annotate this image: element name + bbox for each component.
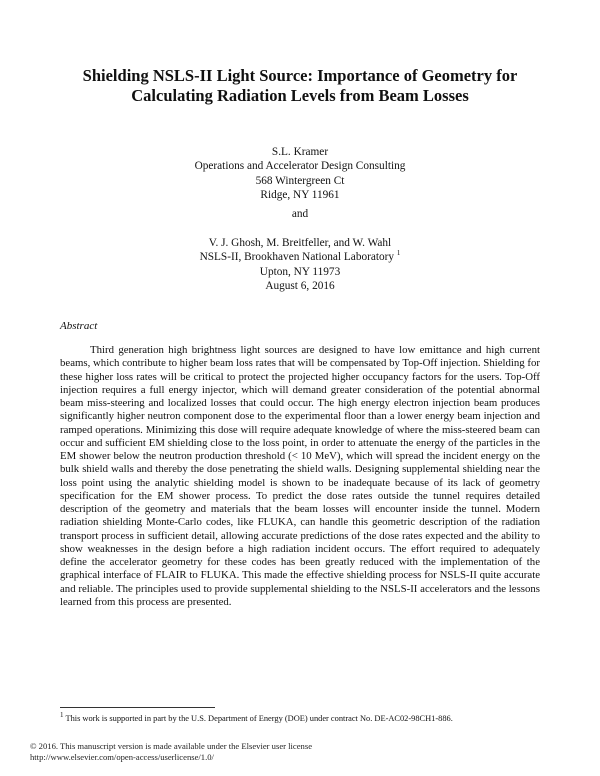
footnote [60, 711, 453, 724]
license-notice [30, 741, 312, 763]
author-affiliation: Operations and Accelerator Design Consulting [194, 160, 406, 173]
author-street: 568 Wintergreen Ct [255, 174, 345, 187]
footnote-mark: 1 [396, 249, 401, 258]
license-line-1: © 2016. This manuscript version is made available under the Elsevier user license [30, 741, 313, 751]
author-city: Ridge, NY 11961 [260, 189, 340, 202]
and-separator: and [291, 208, 309, 220]
affiliation-text: NSLS-II, Brookhaven National Laboratory [199, 251, 395, 264]
author-affiliation-2 [100, 250, 500, 264]
paper-title [40, 66, 560, 106]
license-url[interactable]: http://www.elsevier.com/open-access/userlicense/1.0/ [30, 752, 214, 762]
title-line-2: Calculating Radiation Levels from Beam Losses [131, 86, 469, 105]
author-city-2: Upton, NY 11973 [259, 265, 341, 278]
footnote-divider [60, 707, 215, 708]
title-line-1: Shielding NSLS-II Light Source: Importance of Geometry for [82, 66, 518, 85]
author-block-1 [100, 145, 500, 203]
footnote-number: 1 [60, 711, 64, 720]
author-name: S.L. Kramer [271, 146, 329, 158]
abstract-text: Third generation high brightness light sources are designed to have low emittance and high current beams, which contribute to higher beam loss rates that will be compensated by Top-Off injection. Shielding for these higher loss rates will be critical to protect the projected higher occupancy factors for the users. Top-Off injection requires a full energy injector, which will demand greater consideration of the potential abnormal beam miss-steering and localized losses that could occur. The high energy electron injection beam produces significantly higher neutron component dose to the experimental floor than a lower energy beam injection and ramped operations. Minimizing this dose will require adequate knowledge of where the miss-steered beam can occur and sufficient EM shielding close to the loss point, in order to attenuate the energy of the particles in the EM shower below the neutron production threshold (< 10 MeV), which will spread the incident energy on the bulk shield walls and thereby the dose penetrating the shield walls. Designing supplemental shielding near the loss point using the analytic shielding model is shown to be inadequate because of its lack of geometry specification for the EM shower process. To predict the dose rates outside the tunnel requires detailed description of the geometry and materials that the beam losses will encounter inside the tunnel. Modern radiation shielding Monte-Carlo codes, like FLUKA, can handle this geometric description of the radiation transport process in sufficient detail, allowing accurate predictions of the dose rates expected and the ability to show weaknesses in the design before a high radiation incident occurs. The effort required to adequately define the accelerator geometry for these codes has been greatly reduced with the implementation of the graphical interface of FLAIR to FLUKA. This made the effective shielding process for NSLS-II quite accurate and reliable. The principles used to provide supplemental shielding to the NSLS-II accelerators and the lessons learned from this process are presented. [60, 344, 540, 608]
author-block-2 [100, 236, 500, 294]
footnote-text: This work is supported in part by the U.S. Department of Energy (DOE) under contract No. DE-AC02-98CH1-886. [65, 714, 453, 723]
author-names: V. J. Ghosh, M. Breitfeller, and W. Wahl [208, 237, 392, 249]
paper-date: August 6, 2016 [265, 280, 335, 293]
abstract-heading: Abstract [60, 320, 98, 332]
